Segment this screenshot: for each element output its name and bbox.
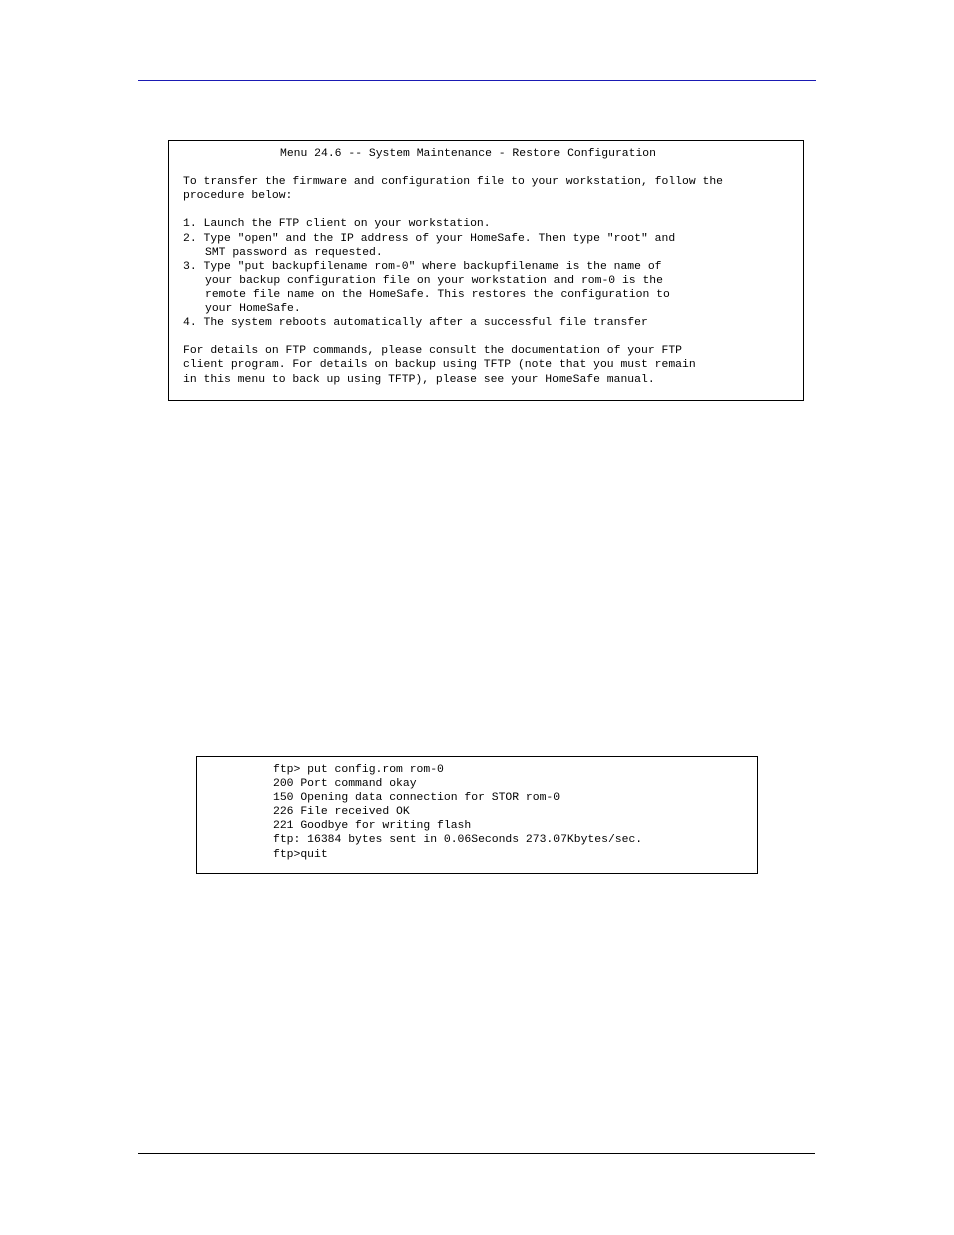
- blank-line: [183, 161, 803, 175]
- intro-line: To transfer the firmware and configuration file to your workstation, follow the: [183, 176, 724, 189]
- intro-line: procedure below:: [183, 190, 293, 203]
- step-line: 3. Type "put backupfilename rom-0" where backupfilename is the name of: [183, 260, 662, 273]
- step-line: remote file name on the HomeSafe. This restores the configuration to: [205, 288, 670, 301]
- ftp-line: 221 Goodbye for writing flash: [273, 820, 472, 833]
- step-line: your backup configuration file on your workstation and rom-0 is the: [205, 274, 663, 287]
- step-line: 4. The system reboots automatically after a successful file transfer: [183, 317, 648, 330]
- menu-title: Menu 24.6 -- System Maintenance - Restore Configuration: [280, 148, 656, 160]
- ftp-line: 150 Opening data connection for STOR rom-0: [273, 792, 561, 805]
- ftp-line: ftp> put config.rom rom-0: [273, 764, 444, 776]
- details-line: client program. For details on backup using TFTP (note that you must remain: [183, 359, 696, 372]
- footer-rule: [138, 1153, 815, 1154]
- step-line: SMT password as requested.: [205, 246, 383, 259]
- step-line: 1. Launch the FTP client on your workstation.: [183, 218, 491, 231]
- details-line: in this menu to back up using TFTP), please see your HomeSafe manual.: [183, 373, 655, 386]
- header-rule: [138, 80, 816, 81]
- menu-24-6-screen: [168, 140, 804, 401]
- details-line: For details on FTP commands, please consult the documentation of your FTP: [183, 345, 682, 358]
- blank-line: [183, 330, 803, 344]
- ftp-line: ftp: 16384 bytes sent in 0.06Seconds 273.07Kbytes/sec.: [273, 834, 643, 847]
- step-line: 2. Type "open" and the IP address of your HomeSafe. Then type "root" and: [183, 232, 676, 245]
- blank-line: [183, 203, 803, 217]
- ftp-line: 226 File received OK: [273, 806, 410, 819]
- ftp-session-box: [196, 756, 758, 874]
- ftp-line: ftp>quit: [273, 848, 328, 861]
- step-line: your HomeSafe.: [205, 303, 301, 316]
- ftp-line: 200 Port command okay: [273, 778, 417, 791]
